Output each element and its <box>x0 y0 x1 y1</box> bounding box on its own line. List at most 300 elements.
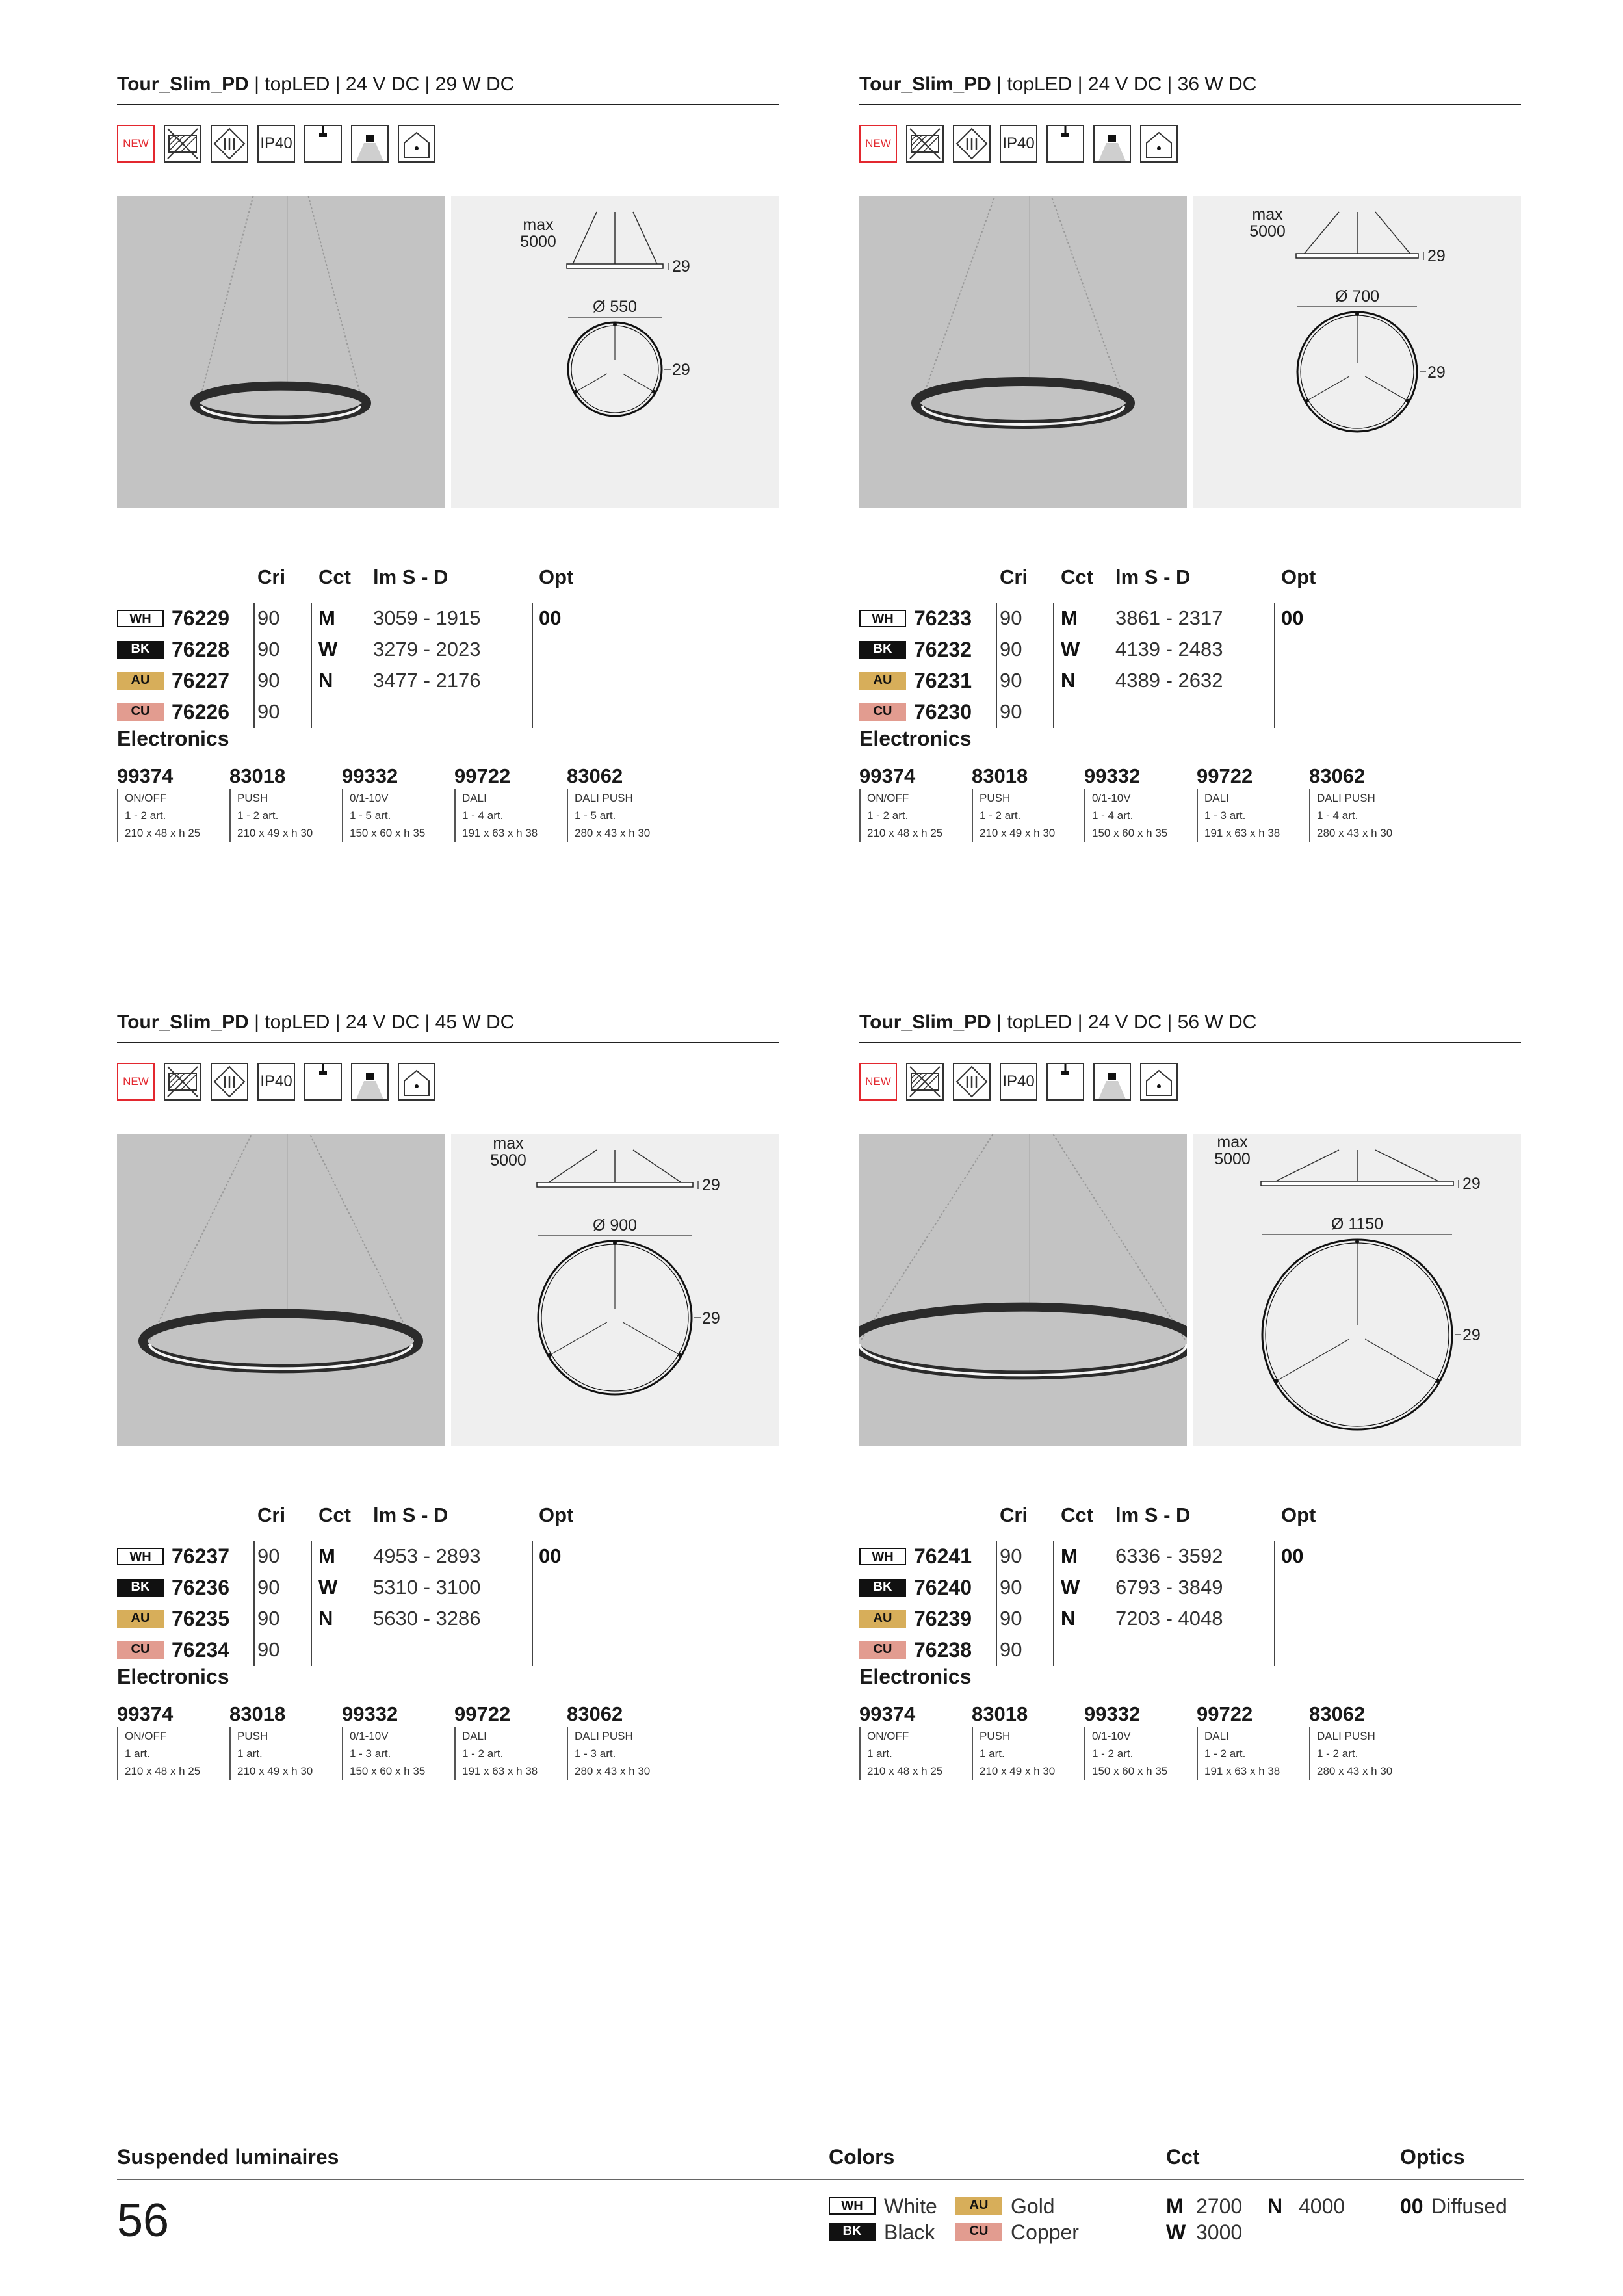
cri-value: 90 <box>257 669 280 692</box>
electronics-item <box>1084 764 1196 842</box>
max-label: max <box>493 1134 524 1153</box>
product-specs: | topLED | 24 V DC | 56 W DC <box>991 1011 1257 1033</box>
cct-header: Cct <box>318 566 351 588</box>
driver-articles: 1 - 5 art. <box>575 809 616 822</box>
suspension-point <box>1305 399 1309 403</box>
certification-icons <box>859 125 1178 164</box>
electronics-item <box>117 764 229 842</box>
driver-info <box>1197 789 1308 842</box>
section-title: Suspended luminaires <box>117 2145 339 2169</box>
suspension-mount-icon <box>304 125 342 163</box>
suspension-point <box>1436 1379 1440 1383</box>
table-row <box>117 1604 779 1634</box>
cri-value: 90 <box>257 1638 280 1661</box>
color-badge: CU <box>117 703 164 721</box>
driver-size: 210 x 49 x h 30 <box>237 827 313 839</box>
technical-drawing <box>451 1134 779 1446</box>
suspension-point-line <box>578 374 607 391</box>
article-code: 76237 <box>172 1545 229 1568</box>
cct-value-m: 2700 <box>1196 2195 1243 2218</box>
ring-height-label: 29 <box>1427 363 1446 382</box>
electronics-item <box>342 764 454 842</box>
suspension-cable <box>307 196 362 402</box>
article-code: 76236 <box>172 1576 229 1599</box>
cri-header: Cri <box>1000 1504 1028 1526</box>
optics-value: 00 <box>1281 1545 1304 1567</box>
footer-divider <box>117 2179 1524 2180</box>
driver-code: 99722 <box>454 764 511 787</box>
electronics-item <box>454 1702 566 1780</box>
color-badge-wh: WH <box>829 2197 876 2215</box>
cri-value: 90 <box>257 607 280 629</box>
max-label: max <box>523 216 554 234</box>
lumen-value: 3279 - 2023 <box>373 638 481 660</box>
article-code: 76231 <box>914 669 972 692</box>
indoor-use-icon <box>398 1063 435 1101</box>
article-code: 76238 <box>914 1638 972 1662</box>
driver-type: ON/OFF <box>125 1730 167 1742</box>
article-code: 76234 <box>172 1638 229 1662</box>
driver-code: 83018 <box>972 764 1028 787</box>
max-length-label: 5000 <box>1214 1150 1251 1168</box>
driver-size: 150 x 60 x h 35 <box>350 1765 426 1777</box>
product-title <box>859 72 1521 105</box>
product-block <box>859 72 1521 917</box>
electronics-title: Electronics <box>859 727 972 750</box>
lumen-value: 3861 - 2317 <box>1115 607 1223 629</box>
color-name-white: White <box>884 2195 937 2218</box>
optics-title: Optics <box>1400 2145 1465 2169</box>
electronics-item <box>972 1702 1084 1780</box>
table-row <box>117 1635 779 1665</box>
no-insulation-covering-icon <box>906 1063 944 1101</box>
cct-value-w: 3000 <box>1196 2221 1243 2244</box>
driver-type: 0/1-10V <box>1092 792 1131 804</box>
driver-size: 150 x 60 x h 35 <box>1092 1765 1168 1777</box>
driver-type: ON/OFF <box>867 1730 909 1742</box>
driver-info <box>229 1727 341 1780</box>
driver-code: 99332 <box>342 764 398 787</box>
driver-info <box>117 789 229 842</box>
driver-articles: 1 - 3 art. <box>1204 809 1246 822</box>
cri-value: 90 <box>1000 607 1022 629</box>
suspension-point <box>678 1353 682 1357</box>
article-code: 76233 <box>914 607 972 630</box>
driver-size: 280 x 43 x h 30 <box>1317 1765 1393 1777</box>
suspension-point <box>613 1241 617 1245</box>
product-photo <box>117 1134 445 1446</box>
lumen-value: 4953 - 2893 <box>373 1545 481 1567</box>
opt-header: Opt <box>1281 1504 1316 1526</box>
electronics-item <box>972 764 1084 842</box>
diameter-label: Ø 700 <box>1334 287 1380 306</box>
certification-icons <box>117 125 435 164</box>
color-badge: AU <box>859 1610 906 1628</box>
electronics-section <box>859 1665 1521 1777</box>
table-row <box>117 1541 779 1571</box>
color-name-copper: Copper <box>1011 2221 1079 2244</box>
lm-header: lm S - D <box>1115 1504 1191 1526</box>
max-label: max <box>1252 205 1283 224</box>
product-block <box>117 1010 779 1855</box>
product-photo <box>117 196 445 508</box>
lm-header: lm S - D <box>373 1504 448 1526</box>
driver-type: ON/OFF <box>867 792 909 804</box>
new-badge-icon: NEW <box>117 125 155 163</box>
optics-value: 00 <box>1281 607 1304 629</box>
suspension-point <box>652 390 656 394</box>
article-code: 76228 <box>172 638 229 661</box>
driver-info <box>342 1727 454 1780</box>
cri-header: Cri <box>257 1504 286 1526</box>
cri-value: 90 <box>257 1545 280 1567</box>
profile-side-view <box>537 1182 693 1187</box>
color-badge: AU <box>117 672 164 690</box>
driver-size: 150 x 60 x h 35 <box>1092 827 1168 839</box>
driver-type: DALI PUSH <box>1317 792 1375 804</box>
table-row <box>859 1541 1521 1571</box>
driver-code: 99374 <box>117 764 174 787</box>
suspension-point-line <box>552 1322 607 1354</box>
driver-info <box>859 1727 971 1780</box>
product-name: Tour_Slim_PD <box>117 73 249 95</box>
driver-code: 83062 <box>567 764 623 787</box>
cri-value: 90 <box>1000 1607 1022 1630</box>
electronics-item <box>567 764 679 842</box>
driver-articles: 1 - 2 art. <box>1204 1747 1246 1760</box>
table-row <box>859 697 1521 727</box>
cct-code-n: N <box>1267 2195 1283 2218</box>
driver-code: 99722 <box>1197 1702 1253 1725</box>
product-specs: | topLED | 24 V DC | 45 W DC <box>248 1011 515 1033</box>
suspension-point-line <box>1365 1339 1436 1380</box>
profile-side-view <box>567 264 663 268</box>
suspension-point-line <box>1278 1339 1349 1380</box>
driver-info <box>1084 789 1196 842</box>
cct-header: Cct <box>1061 566 1093 588</box>
driver-info <box>972 789 1084 842</box>
article-code: 76235 <box>172 1607 229 1630</box>
drawing-cable <box>1271 1150 1339 1184</box>
driver-info <box>1197 1727 1308 1780</box>
ring-height-label: 29 <box>702 1309 720 1327</box>
opt-header: Opt <box>539 566 574 588</box>
technical-drawing <box>451 196 779 508</box>
driver-type: 0/1-10V <box>350 792 389 804</box>
color-badge: WH <box>117 1548 164 1565</box>
certification-icons <box>117 1063 435 1102</box>
cri-value: 90 <box>1000 669 1022 692</box>
table-row <box>859 1635 1521 1665</box>
cri-value: 90 <box>257 700 280 723</box>
lumen-value: 5310 - 3100 <box>373 1576 481 1598</box>
color-badge-bk: BK <box>829 2223 876 2241</box>
electronics-item <box>1197 764 1308 842</box>
driver-type: DALI <box>462 792 487 804</box>
light-emission-icon <box>1093 125 1131 163</box>
suspension-cable <box>150 1134 255 1340</box>
max-length-label: 5000 <box>490 1151 526 1169</box>
suspension-point-line <box>1365 376 1406 400</box>
suspension-point-line <box>1308 376 1349 400</box>
electronics-item <box>1309 1702 1421 1780</box>
electronics-item <box>1197 1702 1308 1780</box>
driver-articles: 1 - 3 art. <box>350 1747 391 1760</box>
electronics-item <box>1309 764 1421 842</box>
driver-type: DALI <box>1204 792 1229 804</box>
suspension-cable <box>1049 196 1125 402</box>
class-iii-icon <box>953 1063 991 1101</box>
new-badge-icon: NEW <box>859 1063 897 1101</box>
product-block <box>859 1010 1521 1855</box>
driver-articles: 1 - 3 art. <box>575 1747 616 1760</box>
driver-info <box>1309 789 1421 842</box>
product-specs: | topLED | 24 V DC | 29 W DC <box>248 73 515 95</box>
cri-value: 90 <box>257 1576 280 1598</box>
new-badge-icon: NEW <box>859 125 897 163</box>
driver-size: 210 x 49 x h 30 <box>237 1765 313 1777</box>
article-code: 76227 <box>172 669 229 692</box>
cri-value: 90 <box>1000 1576 1022 1598</box>
article-code: 76232 <box>914 638 972 661</box>
electronics-item <box>567 1702 679 1780</box>
cri-header: Cri <box>1000 566 1028 588</box>
table-row <box>859 666 1521 696</box>
colors-title: Colors <box>829 2145 895 2169</box>
driver-size: 280 x 43 x h 30 <box>575 1765 651 1777</box>
driver-type: PUSH <box>980 792 1011 804</box>
color-badge: BK <box>117 641 164 659</box>
electronics-item <box>117 1702 229 1780</box>
driver-size: 191 x 63 x h 38 <box>462 1765 538 1777</box>
technical-drawing <box>1193 1134 1521 1446</box>
suspension-point-line <box>623 374 652 391</box>
driver-code: 99722 <box>1197 764 1253 787</box>
lumen-value: 7203 - 4048 <box>1115 1607 1223 1630</box>
electronics-item <box>454 764 566 842</box>
article-code: 76230 <box>914 700 972 724</box>
driver-articles: 1 - 2 art. <box>237 809 279 822</box>
driver-type: DALI <box>462 1730 487 1742</box>
cct-value: N <box>1061 1607 1076 1630</box>
color-name-black: Black <box>884 2221 935 2244</box>
class-iii-icon <box>211 1063 248 1101</box>
cct-value: M <box>1061 1545 1078 1567</box>
driver-type: DALI PUSH <box>1317 1730 1375 1742</box>
color-badge-au: AU <box>955 2197 1002 2215</box>
cct-value: W <box>1061 638 1080 660</box>
opt-header: Opt <box>539 1504 574 1526</box>
driver-size: 280 x 43 x h 30 <box>575 827 651 839</box>
product-block <box>117 72 779 917</box>
product-name: Tour_Slim_PD <box>117 1011 249 1033</box>
no-insulation-covering-icon <box>164 125 201 163</box>
cri-value: 90 <box>1000 1638 1022 1661</box>
color-badge: AU <box>859 672 906 690</box>
product-photo <box>859 1134 1187 1446</box>
optics-name: Diffused <box>1431 2195 1507 2218</box>
cct-header: Cct <box>318 1504 351 1526</box>
table-row <box>117 697 779 727</box>
electronics-title: Electronics <box>117 1665 229 1688</box>
driver-code: 83062 <box>1309 764 1366 787</box>
cri-value: 90 <box>257 1607 280 1630</box>
max-label: max <box>1217 1134 1248 1151</box>
suspension-point <box>1355 312 1359 316</box>
light-emission-icon <box>1093 1063 1131 1101</box>
suspension-cable <box>921 196 997 402</box>
electronics-item <box>342 1702 454 1780</box>
ip-rating-icon: IP40 <box>257 1063 295 1101</box>
driver-articles: 1 - 5 art. <box>350 809 391 822</box>
indoor-use-icon <box>398 125 435 163</box>
article-code: 76239 <box>914 1607 972 1630</box>
cct-value: N <box>1061 669 1076 692</box>
suspension-point-line <box>623 1322 678 1354</box>
driver-size: 280 x 43 x h 30 <box>1317 827 1393 839</box>
color-badge-cu: CU <box>955 2223 1002 2241</box>
driver-articles: 1 - 2 art. <box>462 1747 504 1760</box>
driver-type: 0/1-10V <box>350 1730 389 1742</box>
table-row <box>117 634 779 664</box>
cct-value-n: 4000 <box>1299 2195 1345 2218</box>
driver-articles: 1 - 4 art. <box>1092 809 1134 822</box>
no-insulation-covering-icon <box>164 1063 201 1101</box>
profile-side-view <box>1296 254 1418 258</box>
table-row <box>859 634 1521 664</box>
max-length-label: 5000 <box>1249 222 1286 241</box>
driver-info <box>1084 1727 1196 1780</box>
cri-value: 90 <box>1000 700 1022 723</box>
driver-type: ON/OFF <box>125 792 167 804</box>
driver-type: PUSH <box>237 792 268 804</box>
driver-type: PUSH <box>237 1730 268 1742</box>
lumen-value: 6793 - 3849 <box>1115 1576 1223 1598</box>
driver-size: 210 x 49 x h 30 <box>980 827 1056 839</box>
suspension-point <box>548 1353 552 1357</box>
suspension-point <box>1275 1379 1279 1383</box>
driver-code: 99374 <box>859 764 916 787</box>
driver-code: 99332 <box>342 1702 398 1725</box>
color-badge: AU <box>117 1610 164 1628</box>
lm-header: lm S - D <box>373 566 448 588</box>
indoor-use-icon <box>1140 125 1178 163</box>
color-badge: WH <box>859 1548 906 1565</box>
driver-articles: 1 - 2 art. <box>980 809 1021 822</box>
product-title <box>117 1010 779 1043</box>
driver-type: DALI PUSH <box>575 792 633 804</box>
driver-size: 210 x 48 x h 25 <box>125 827 201 839</box>
article-code: 76241 <box>914 1545 972 1568</box>
color-badge: WH <box>117 610 164 627</box>
cri-value: 90 <box>1000 1545 1022 1567</box>
driver-code: 83018 <box>229 764 286 787</box>
article-code: 76229 <box>172 607 229 630</box>
profile-height-label: 29 <box>1462 1175 1481 1193</box>
driver-articles: 1 - 2 art. <box>1317 1747 1358 1760</box>
driver-code: 99332 <box>1084 1702 1141 1725</box>
profile-height-label: 29 <box>702 1176 720 1194</box>
max-length-label: 5000 <box>520 233 556 251</box>
cct-value: M <box>318 1545 335 1567</box>
product-name: Tour_Slim_PD <box>859 73 991 95</box>
indoor-use-icon <box>1140 1063 1178 1101</box>
driver-type: DALI PUSH <box>575 1730 633 1742</box>
driver-info <box>567 789 679 842</box>
color-name-gold: Gold <box>1011 2195 1055 2218</box>
electronics-item <box>859 764 971 842</box>
driver-articles: 1 - 2 art. <box>125 809 166 822</box>
electronics-section <box>117 727 779 839</box>
spec-table <box>117 566 779 735</box>
suspension-mount-icon <box>1046 125 1084 163</box>
driver-type: 0/1-10V <box>1092 1730 1131 1742</box>
optics-code: 00 <box>1400 2195 1423 2218</box>
cct-code-m: M <box>1166 2195 1184 2218</box>
profile-side-view <box>1261 1181 1453 1186</box>
electronics-item <box>229 1702 341 1780</box>
cri-value: 90 <box>1000 638 1022 660</box>
ring-height-label: 29 <box>672 361 690 379</box>
driver-articles: 1 - 2 art. <box>1092 1747 1134 1760</box>
cct-value: W <box>318 638 338 660</box>
lumen-value: 3059 - 1915 <box>373 607 481 629</box>
driver-info <box>117 1727 229 1780</box>
color-badge: CU <box>859 703 906 721</box>
table-row <box>859 1604 1521 1634</box>
spec-table <box>859 1504 1521 1673</box>
driver-articles: 1 art. <box>125 1747 150 1760</box>
driver-code: 99332 <box>1084 764 1141 787</box>
driver-code: 99374 <box>117 1702 174 1725</box>
driver-info <box>859 789 971 842</box>
suspension-mount-icon <box>304 1063 342 1101</box>
lumen-value: 6336 - 3592 <box>1115 1545 1223 1567</box>
driver-size: 191 x 63 x h 38 <box>1204 827 1280 839</box>
driver-code: 83018 <box>229 1702 286 1725</box>
table-row <box>117 666 779 696</box>
product-specs: | topLED | 24 V DC | 36 W DC <box>991 73 1257 95</box>
electronics-title: Electronics <box>859 1665 972 1688</box>
light-emission-icon <box>351 1063 389 1101</box>
profile-height-label: 29 <box>1427 247 1446 265</box>
driver-info <box>972 1727 1084 1780</box>
cct-value: M <box>318 607 335 629</box>
color-badge: BK <box>859 641 906 659</box>
suspension-mount-icon <box>1046 1063 1084 1101</box>
driver-articles: 1 - 4 art. <box>462 809 504 822</box>
driver-type: PUSH <box>980 1730 1011 1742</box>
cct-value: N <box>318 1607 333 1630</box>
table-row <box>859 603 1521 633</box>
cri-header: Cri <box>257 566 286 588</box>
product-photo <box>859 196 1187 508</box>
cri-value: 90 <box>257 638 280 660</box>
cct-value: M <box>1061 607 1078 629</box>
lumen-value: 4389 - 2632 <box>1115 669 1223 692</box>
electronics-title: Electronics <box>117 727 229 750</box>
driver-code: 99374 <box>859 1702 916 1725</box>
electronics-section <box>117 1665 779 1777</box>
lumen-value: 5630 - 3286 <box>373 1607 481 1630</box>
cct-value: W <box>318 1576 338 1598</box>
suspension-point <box>1405 399 1409 403</box>
diameter-label: Ø 550 <box>592 298 638 316</box>
driver-size: 210 x 49 x h 30 <box>980 1765 1056 1777</box>
cct-header: Cct <box>1061 1504 1093 1526</box>
electronics-item <box>229 764 341 842</box>
driver-info <box>1309 1727 1421 1780</box>
